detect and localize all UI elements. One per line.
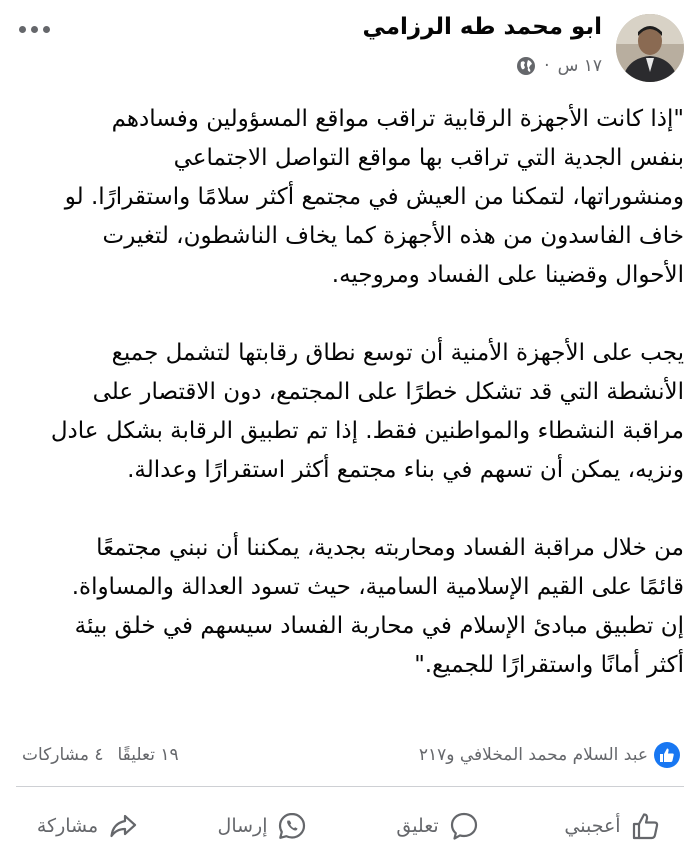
post-time[interactable]: ١٧ س: [557, 56, 602, 76]
like-button[interactable]: [525, 796, 700, 856]
comments-count[interactable]: ١٩ تعليقًا: [117, 745, 179, 765]
post-text: [14, 100, 684, 685]
send-button[interactable]: [175, 796, 350, 856]
post-paragraph: من خلال مراقبة الفساد ومحاربته بجدية، يمكننا أن نبني مجتمعًا قائمًا على القيم الإسلامية السامية، حيث تسود العدالة والمساواة. إن تطبيق مبادئ الإسلام في محاربة الفساد سيسهم في خلق بيئة أكثر أمانًا واستقرارًا للجميع.": [71, 535, 684, 678]
more-dot-icon: [31, 26, 38, 33]
share-arrow-icon: [108, 811, 138, 841]
share-label: مشاركة: [36, 815, 99, 837]
post-paragraph: "إذا كانت الأجهزة الرقابية تراقب مواقع المسؤولين وفسادهم بنفس الجدية التي تراقب بها مواقع التواصل الاجتماعي ومنشوراتها، لتمكنا من العيش في مجتمع أكثر سلامًا واستقرارًا. لو خاف الفاسدون من هذه الأجهزة كما يخاف الناشطون، لتغيرت الأحوال وقضينا على الفساد ومروجيه.: [64, 106, 684, 288]
reactions-summary[interactable]: [419, 742, 680, 768]
comment-label: تعليق: [396, 815, 439, 837]
shares-count[interactable]: ٤ مشاركات: [22, 745, 104, 765]
comment-button[interactable]: [350, 796, 525, 856]
action-bar: [0, 796, 700, 856]
more-dot-icon: [19, 26, 26, 33]
whatsapp-icon: [277, 811, 307, 841]
post-meta: [516, 56, 602, 76]
author-name[interactable]: ابو محمد طه الرزامي: [362, 14, 602, 40]
meta-separator: ·: [544, 56, 550, 76]
reactions-text: عبد السلام محمد المخلافي و٢١٧: [418, 745, 648, 765]
engagement-counts: [22, 745, 179, 765]
comment-bubble-icon: [449, 811, 479, 841]
like-label: أعجبني: [564, 815, 621, 837]
thumbs-up-icon: [631, 811, 661, 841]
more-options-button[interactable]: [14, 14, 54, 44]
share-button[interactable]: [0, 796, 175, 856]
like-reaction-icon: [654, 742, 680, 768]
author-avatar[interactable]: [616, 14, 684, 82]
send-label: إرسال: [217, 815, 268, 837]
post-paragraph: يجب على الأجهزة الأمنية أن توسع نطاق رقابتها لتشمل جميع الأنشطة التي قد تشكل خطرًا على المجتمع، دون الاقتصار على مراقبة النشطاء والمواطنين فقط. إذا تم تطبيق الرقابة بشكل عادل ونزيه، يمكن أن تسهم في بناء مجتمع أكثر استقرارًا وعدالة.: [50, 340, 684, 483]
divider: [16, 786, 684, 787]
more-dot-icon: [43, 26, 50, 33]
avatar-image: [616, 14, 684, 82]
globe-icon: [516, 56, 536, 76]
stats-row: [22, 740, 680, 770]
